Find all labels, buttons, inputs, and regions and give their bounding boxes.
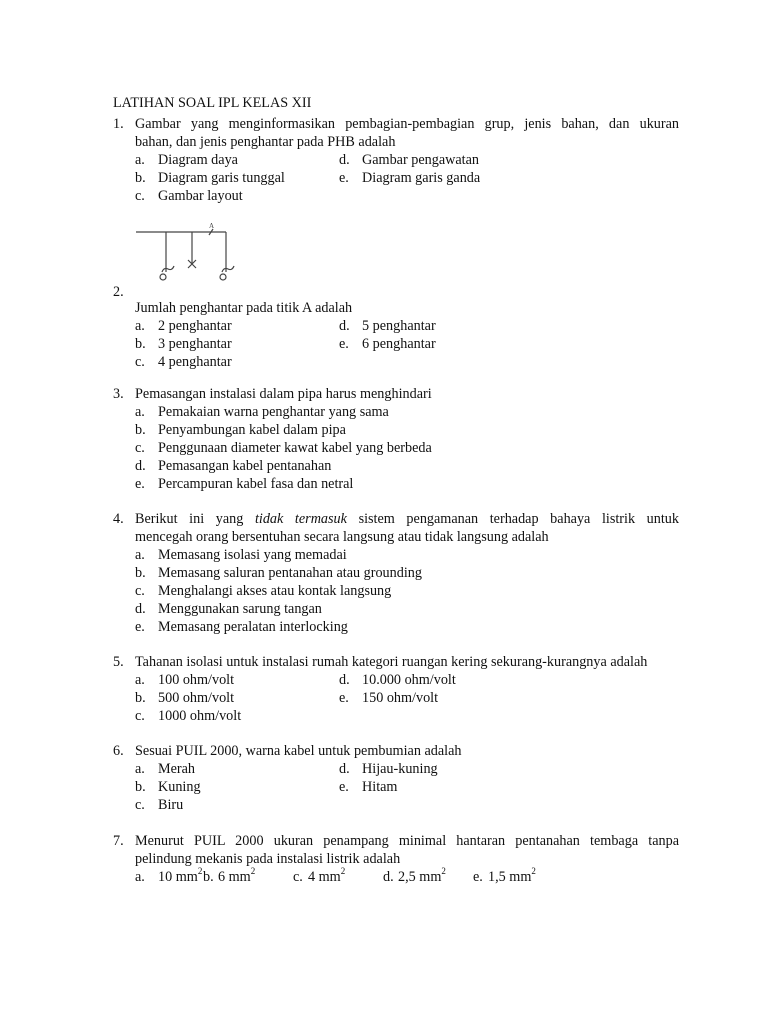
question-text-line: pelindung mekanis pada instalasi listrik adalah bbox=[135, 851, 401, 867]
question-text-line: mencegah orang bersentuhan secara langsung atau tidak langsung adalah bbox=[135, 529, 549, 545]
option-d: d. 5 penghantar bbox=[339, 318, 436, 334]
option-e: e. 1,5 $mm^2$ bbox=[473, 866, 536, 885]
option-a: a. 100 ohm/volt bbox=[135, 672, 235, 688]
question-3 bbox=[113, 385, 679, 493]
option-d: d. 2,5 $mm^2$ bbox=[383, 866, 446, 885]
question-text-line: Berikut ini yang tidak termasuk sistem pengamanan terhadap bahaya listrik untuk bbox=[135, 511, 679, 527]
option-b: b. Penyambungan kabel dalam pipa bbox=[135, 422, 346, 438]
option-c: c. 1000 ohm/volt bbox=[135, 708, 242, 724]
question-number: 1. bbox=[113, 116, 124, 132]
option-a: a. Diagram daya bbox=[135, 152, 238, 168]
option-c: c. Biru bbox=[135, 797, 184, 813]
question-text: Sesuai PUIL 2000, warna kabel untuk pembumian adalah bbox=[135, 743, 462, 759]
option-a: a. Pemakaian warna penghantar yang sama bbox=[135, 404, 389, 420]
option-d: d. Menggunakan sarung tangan bbox=[135, 601, 322, 617]
option-c: c. 4 penghantar bbox=[135, 354, 232, 370]
option-c: c. Gambar layout bbox=[135, 188, 243, 204]
question-text: Jumlah penghantar pada titik A adalah bbox=[135, 300, 353, 316]
question-5 bbox=[113, 653, 679, 725]
question-text-line: bahan, dan jenis penghantar pada PHB adalah bbox=[135, 134, 396, 150]
question-number: 6. bbox=[113, 743, 124, 759]
option-a: a. 2 penghantar bbox=[135, 318, 232, 334]
option-e: e. Diagram garis ganda bbox=[339, 170, 481, 186]
question-number: 2. bbox=[113, 284, 124, 300]
option-a: a. Merah bbox=[135, 761, 196, 777]
question-number: 3. bbox=[113, 386, 124, 402]
option-b: b. Memasang saluran pentanahan atau grounding bbox=[135, 565, 422, 581]
question-6 bbox=[113, 742, 679, 814]
option-d: d. Gambar pengawatan bbox=[339, 152, 479, 168]
lamp-symbol-2 bbox=[222, 266, 234, 272]
option-d: d. 10.000 ohm/volt bbox=[339, 672, 456, 688]
question-text-line: Gambar yang menginformasikan pembagian-pembagian grup, jenis bahan, dan ukuran bbox=[135, 116, 679, 132]
question-text: Tahanan isolasi untuk instalasi rumah kategori ruangan kering sekurang-kurangnya adalah bbox=[135, 654, 648, 670]
option-a: a. 10 $mm^2$ bbox=[135, 866, 203, 885]
option-e: e. 150 ohm/volt bbox=[339, 690, 439, 706]
question-1 bbox=[113, 115, 679, 205]
lamp-circle-2 bbox=[220, 274, 226, 280]
option-b: b. Diagram garis tunggal bbox=[135, 170, 285, 186]
question-4 bbox=[113, 510, 679, 636]
question-text-line: Menurut PUIL 2000 ukuran penampang minimal hantaran pentanahan tembaga tanpa bbox=[135, 833, 679, 849]
option-c: c. Penggunaan diameter kawat kabel yang berbeda bbox=[135, 440, 432, 456]
page-title: LATIHAN SOAL IPL KELAS XII bbox=[113, 95, 312, 111]
question-2 bbox=[113, 283, 679, 371]
question-text: Pemasangan instalasi dalam pipa harus menghindari bbox=[135, 386, 432, 402]
option-e: e. 6 penghantar bbox=[339, 336, 436, 352]
option-b: b. 500 ohm/volt bbox=[135, 690, 235, 706]
option-e: e. Hitam bbox=[339, 779, 398, 795]
question-7 bbox=[113, 832, 679, 886]
option-c: c. Menghalangi akses atau kontak langsung bbox=[135, 583, 392, 599]
lamp-circle-1 bbox=[160, 274, 166, 280]
option-d: d. Pemasangan kabel pentanahan bbox=[135, 458, 332, 474]
option-e: e. Percampuran kabel fasa dan netral bbox=[135, 476, 354, 492]
option-a: a. Memasang isolasi yang memadai bbox=[135, 547, 347, 563]
option-b: b. 3 penghantar bbox=[135, 336, 232, 352]
question-number: 7. bbox=[113, 833, 124, 849]
option-c: c. 4 $mm^2$ bbox=[293, 866, 346, 885]
lamp-symbol-1 bbox=[162, 266, 174, 272]
question-number: 4. bbox=[113, 511, 124, 527]
point-a-label: A bbox=[209, 222, 215, 230]
option-e: e. Memasang peralatan interlocking bbox=[135, 619, 348, 635]
option-d: d. Hijau-kuning bbox=[339, 761, 438, 777]
option-b: b. 6 $mm^2$ bbox=[203, 866, 256, 885]
wiring-diagram bbox=[136, 220, 246, 290]
option-b: b. Kuning bbox=[135, 779, 201, 795]
question-number: 5. bbox=[113, 654, 124, 670]
